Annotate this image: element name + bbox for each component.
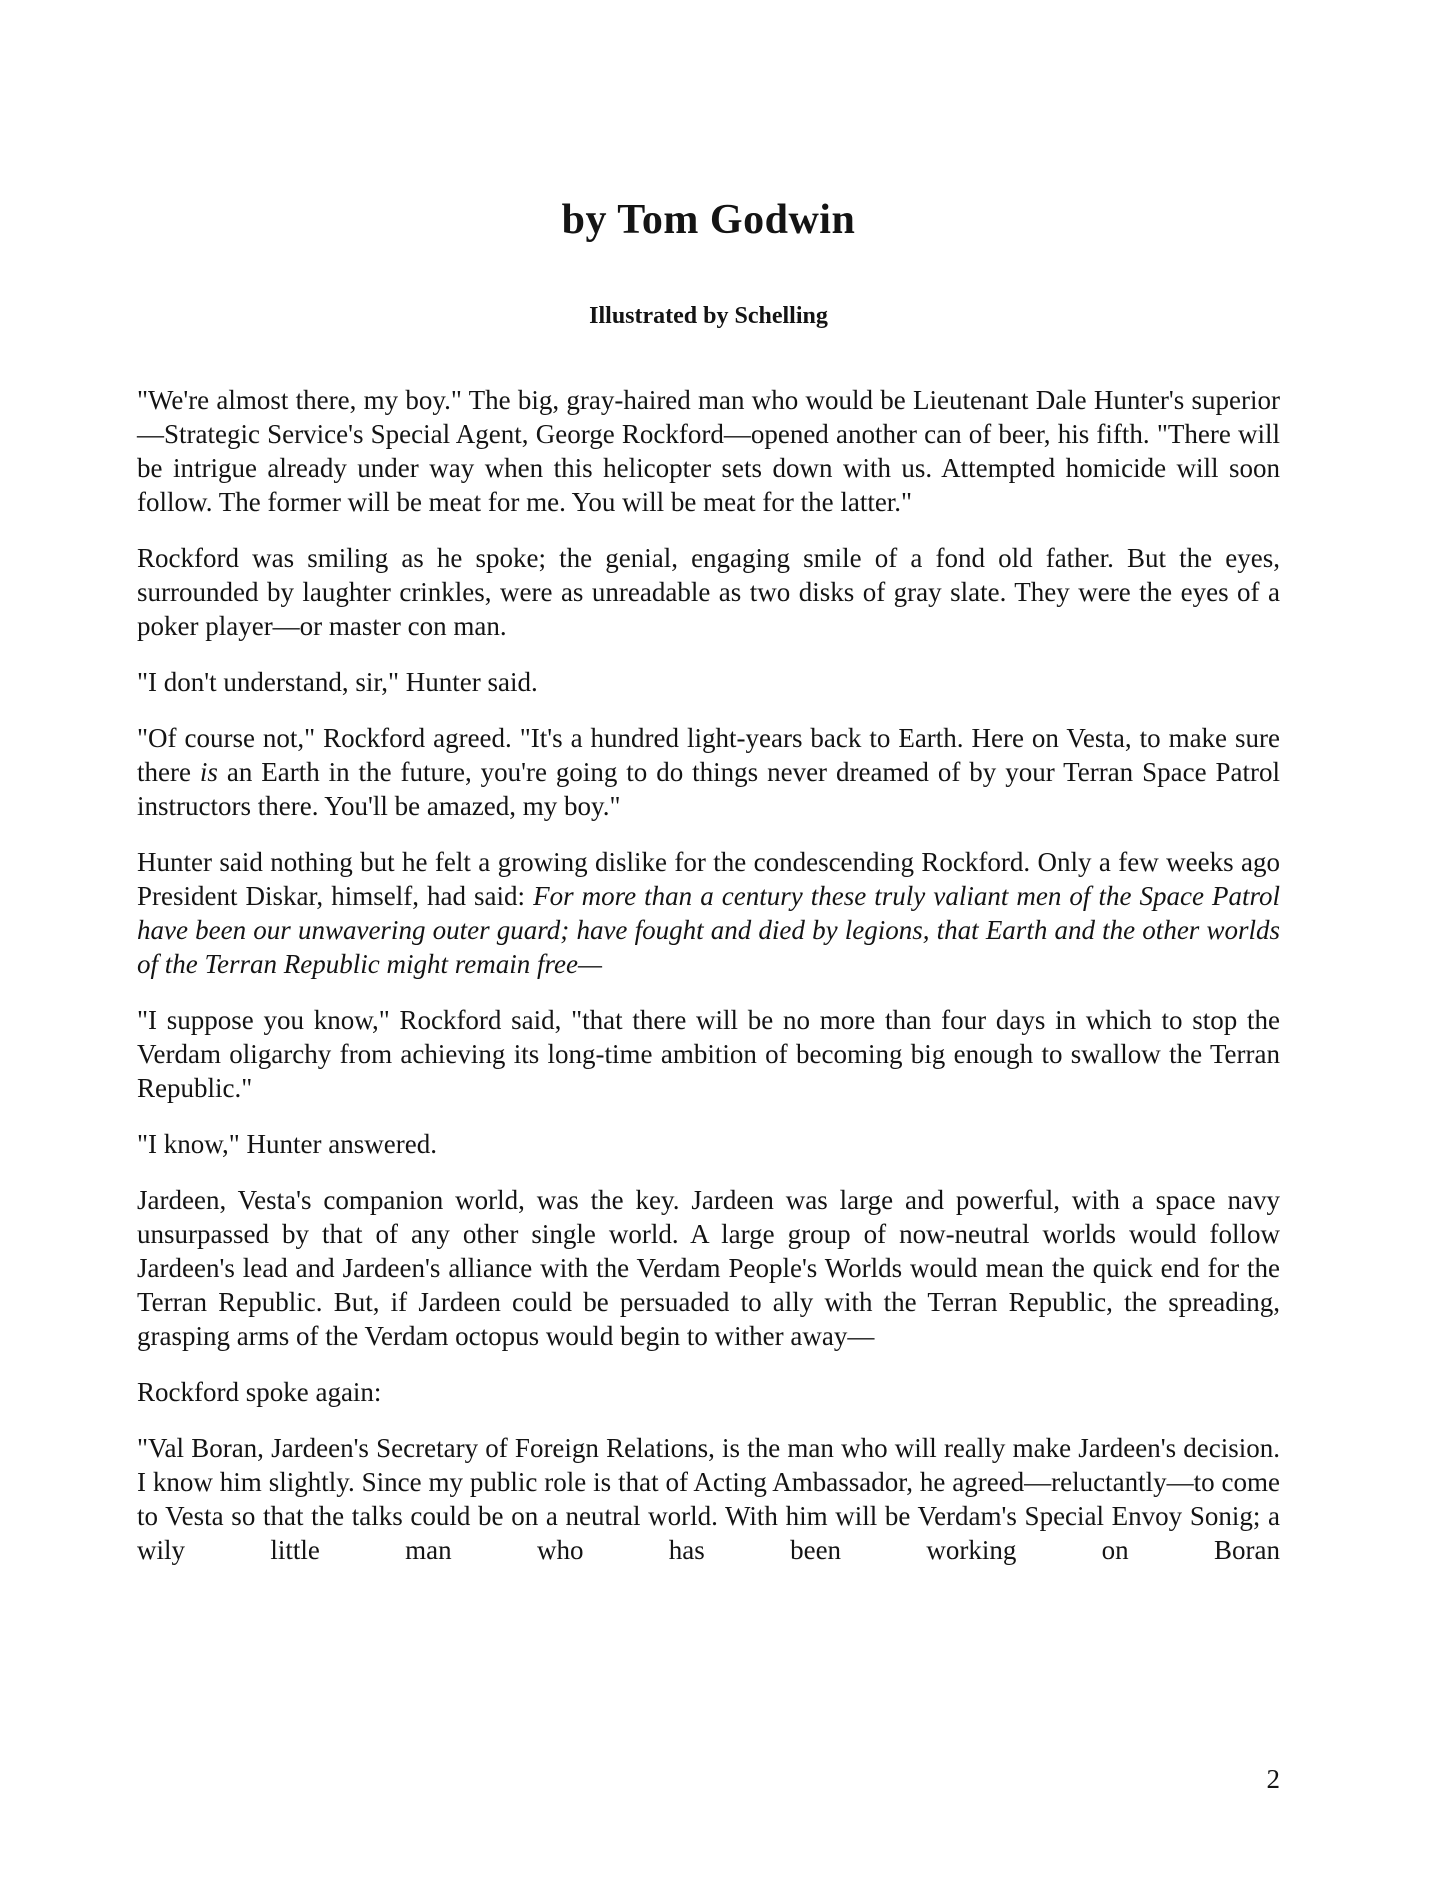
text-run: Rockford was smiling as he spoke; the genial, engaging smile of a fond old father. But the eyes, surrounded by laughter crinkles, were as unreadable as two disks of gray slate. They were the eyes of a poker player—or master con man. — [137, 543, 1280, 642]
page-subtitle: Illustrated by Schelling — [589, 303, 828, 330]
text-run: "Val Boran, Jardeen's Secretary of Foreign Relations, is the man who will really make Jardeen's decision. I know him slightly. Since my public role is that of Acting Ambassador, he agreed—reluctantly—to come to Vesta so that the talks could be on a neutral world. With him will be Verdam's Special Envoy Sonig; a wily little man who has been working on Boran — [137, 1433, 1280, 1566]
text-run: "We're almost there, my boy." The big, gray-haired man who would be Lieutenant Dale Hunter's superior—Strategic Service's Special Agent, George Rockford—opened another can of beer, his fifth. "There will be intrigue already under way when this helicopter sets down with us. Attempted homicide will soon follow. The former will be meat for me. You will be meat for the latter." — [137, 385, 1280, 518]
page-title: by Tom Godwin — [561, 197, 856, 243]
text-run: Hunter said nothing but he felt a growing dislike for the condescending Rockford. Only a few weeks ago President Diskar, himself, had said: — [137, 847, 1280, 912]
paragraph — [137, 1127, 1280, 1161]
text-run: "I don't understand, sir," Hunter said. — [137, 667, 538, 698]
page-number: 2 — [1266, 1764, 1280, 1794]
paragraph — [137, 845, 1280, 981]
paragraph — [137, 541, 1280, 643]
paragraph — [137, 1183, 1280, 1353]
paragraph — [137, 383, 1280, 519]
paragraph — [137, 665, 1280, 699]
text-column — [137, 0, 1280, 1589]
paragraph-list — [137, 383, 1280, 1567]
italic-run: For more than a century these truly valiant men of the Space Patrol have been our unwavering outer guard; have fought and died by legions, that Earth and the other worlds of the Terran Republic might remain free— — [137, 881, 1280, 980]
text-run: "Of course not," Rockford agreed. "It's a hundred light-years back to Earth. Here on Vesta, to make sure there — [137, 723, 1280, 788]
paragraph — [137, 1431, 1280, 1567]
paragraph — [137, 1375, 1280, 1409]
text-run: Jardeen, Vesta's companion world, was the key. Jardeen was large and powerful, with a space navy unsurpassed by that of any other single world. A large group of now-neutral worlds would follow Jardeen's lead and Jardeen's alliance with the Verdam People's Worlds would mean the quick end for the Terran Republic. But, if Jardeen could be persuaded to ally with the Terran Republic, the spreading, grasping arms of the Verdam octopus would begin to wither away— — [137, 1185, 1280, 1352]
text-run: an Earth in the future, you're going to do things never dreamed of by your Terran Space Patrol instructors there. You'll be amazed, my boy." — [137, 757, 1280, 822]
paragraph — [137, 1003, 1280, 1105]
text-run: "I suppose you know," Rockford said, "that there will be no more than four days in which to stop the Verdam oligarchy from achieving its long-time ambition of becoming big enough to swallow the Terran Republic." — [137, 1005, 1280, 1104]
italic-run: is — [199, 757, 218, 788]
paragraph — [137, 721, 1280, 823]
text-run: "I know," Hunter answered. — [137, 1129, 437, 1160]
text-run: Rockford spoke again: — [137, 1377, 382, 1408]
